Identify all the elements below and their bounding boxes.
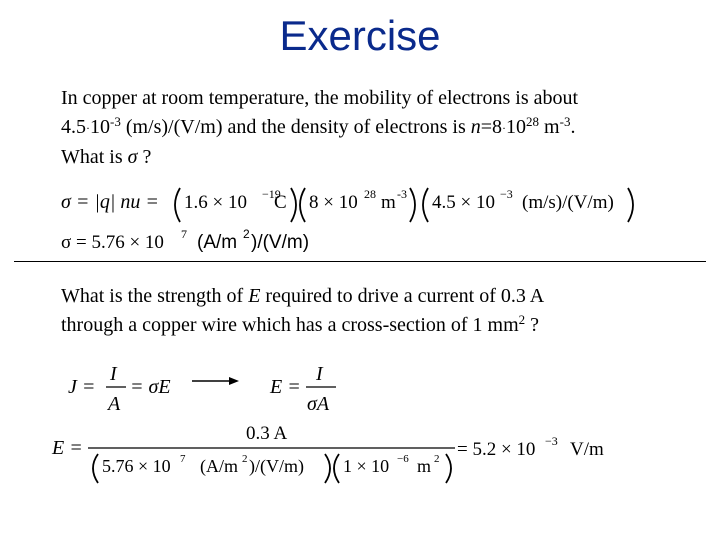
conductivity-unit-part-2: )/(V/m): [251, 232, 310, 253]
paren-close: [410, 188, 415, 222]
area-factor-unit-exponent: 2: [434, 453, 440, 465]
mobility-value: 4.5 × 10: [432, 192, 495, 213]
question-field: [61, 282, 701, 340]
density-value: 8 × 10: [309, 192, 358, 213]
field-calc-numerator: 0.3 A: [246, 423, 288, 444]
field-denominator: σA: [307, 393, 330, 415]
paren-close: [446, 454, 451, 483]
conductivity-equation: [61, 187, 633, 222]
ohms-law-equation: [68, 363, 336, 415]
field-calculation: [51, 423, 604, 483]
conductivity-factor-unit-1: (A/m: [200, 456, 238, 476]
field-lhs: E =: [270, 376, 301, 398]
fraction-denominator: A: [108, 393, 121, 415]
conductivity-factor-exponent: 7: [180, 453, 186, 465]
density-exponent: 28: [364, 187, 376, 201]
question-line-3: What is σ ?: [61, 146, 152, 168]
charge-unit: C: [274, 192, 287, 213]
question-line-2: through a copper wire which has a cross-section of 1 $mm^2$ ?: [61, 312, 540, 336]
conductivity-lhs: σ = |q| nu =: [61, 191, 159, 213]
paren-open: [300, 188, 305, 222]
paren-open: [423, 188, 428, 222]
arrow-icon: [229, 377, 239, 385]
question-line-1: What is the strength of E required to drive a current of 0.3 A: [61, 285, 545, 307]
area-factor-exponent: −6: [397, 453, 409, 465]
conductivity-unit-exponent: 2: [243, 227, 250, 241]
conductivity-factor: 5.76 × 10: [102, 456, 171, 476]
area-factor: 1 × 10: [343, 456, 390, 476]
mobility-unit: (m/s)/(V/m): [522, 192, 614, 213]
density-unit-exponent: -3: [397, 187, 407, 201]
current-density-rhs: = σE: [130, 376, 171, 398]
paren-open: [175, 188, 180, 222]
conductivity-result: [61, 227, 309, 253]
conductivity-unit-part-1: (A/m: [197, 232, 238, 253]
field-result-unit: V/m: [570, 439, 604, 460]
paren-close: [291, 188, 296, 222]
field-numerator: I: [316, 363, 323, 385]
area-factor-unit: m: [417, 456, 432, 476]
slide-title: Exercise: [279, 12, 441, 59]
fraction-numerator: I: [110, 363, 117, 385]
field-result-exponent: −3: [545, 434, 558, 448]
conductivity-result-value: σ = 5.76 × 10: [61, 232, 164, 253]
charge-value: 1.6 × 10: [184, 192, 247, 213]
mobility-exponent: −3: [500, 187, 513, 201]
paren-open: [334, 454, 339, 483]
question-line-1: In copper at room temperature, the mobility of electrons is about: [61, 87, 579, 109]
density-unit: m: [381, 192, 396, 213]
paren-close: [628, 188, 633, 222]
conductivity-factor-unit-exponent: 2: [242, 453, 248, 465]
section-divider: [14, 261, 706, 262]
current-density-lhs: J =: [68, 376, 96, 398]
question-line-2: $4.5\cdot 10^{-3}$ (m/s)/(V/m) and the density of electrons is $n=8\cdot 10^{28}$ $m^{-3}$.: [61, 114, 576, 138]
field-calc-lhs: E =: [52, 437, 83, 459]
paren-close: [325, 454, 330, 483]
conductivity-factor-unit-2: )/(V/m): [249, 456, 304, 476]
conductivity-result-exponent: 7: [181, 227, 187, 241]
charge-exponent: −19: [262, 187, 281, 201]
paren-open: [93, 454, 98, 483]
field-result-value: = 5.2 × 10: [457, 439, 536, 460]
